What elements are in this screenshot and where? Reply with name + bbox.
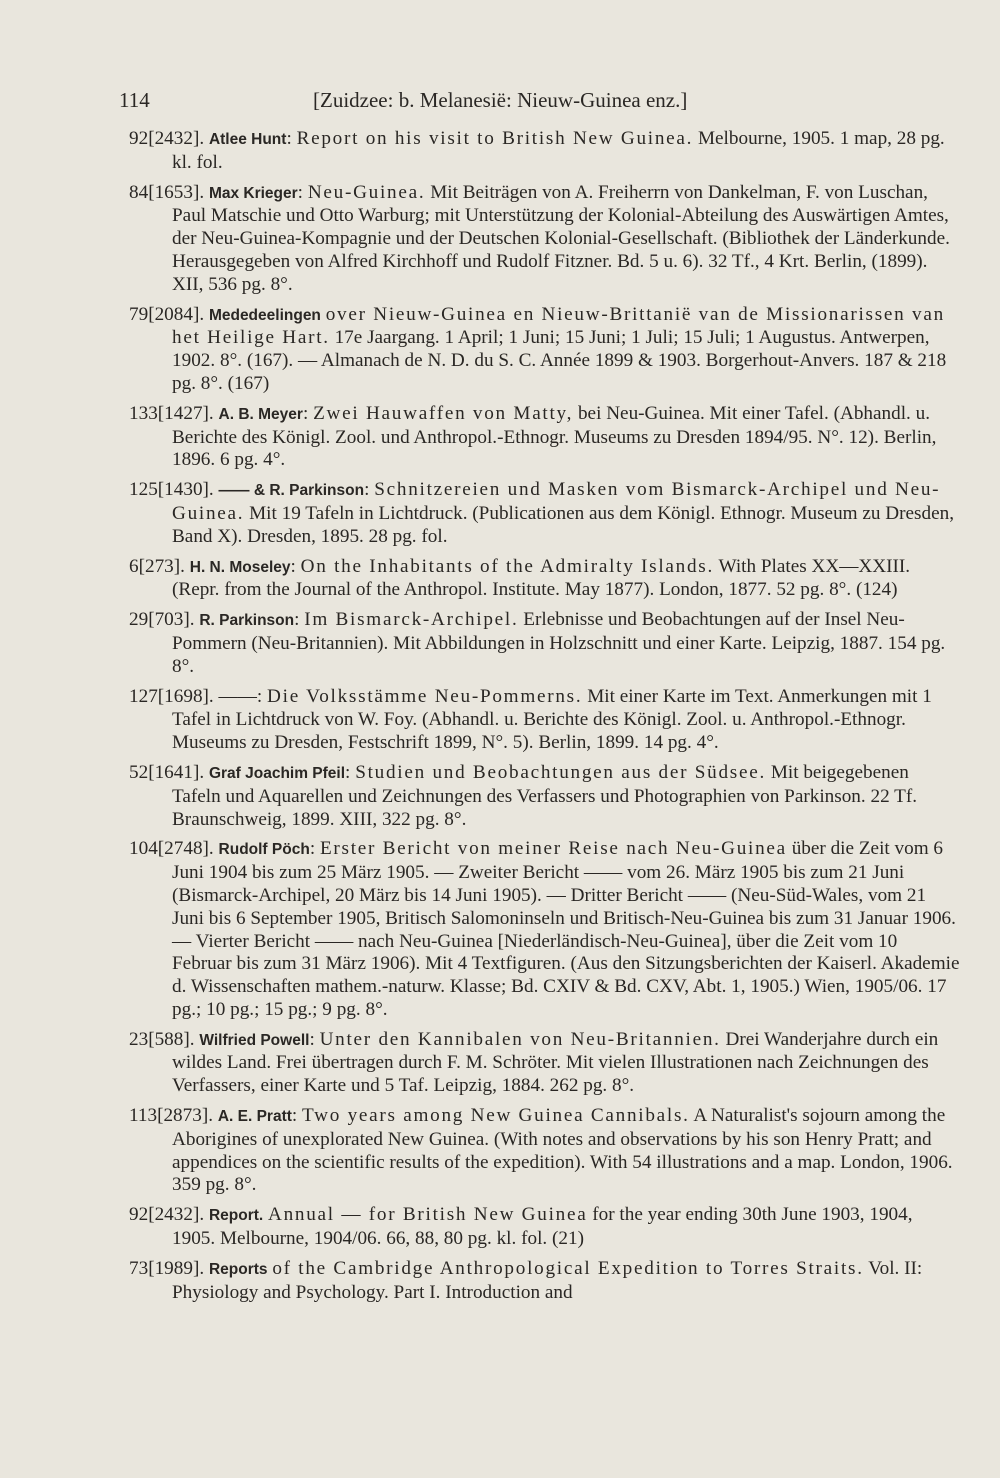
entry-author: —— & R. Parkinson — [218, 482, 365, 500]
entry-title: Im Bismarck-Archipel. — [304, 609, 519, 631]
entry-separator: ——: — [218, 685, 268, 707]
bibliography-entry — [129, 128, 960, 175]
entry-details: Vol. II: Physiology and Psychology. Part I. Introduction and — [172, 1257, 923, 1303]
bibliography-entry — [129, 1029, 960, 1098]
entry-separator: : — [309, 1028, 320, 1050]
entry-separator: : — [286, 128, 297, 149]
entry-title: Schnitzereien und Masken vom Bismarck-Archipel und Neu-Guinea. — [172, 479, 941, 524]
entry-separator: : — [345, 761, 356, 783]
entry-title: Two years among New Guinea Cannibals. — [302, 1105, 690, 1127]
entry-details: Melbourne, 1905. 1 map, 28 pg. kl. fol. — [172, 128, 945, 173]
entry-number: 73[1989]. — [129, 1257, 205, 1279]
entry-title: Zwei Hauwaffen von Matty, — [313, 402, 574, 424]
entry-separator: : — [297, 181, 308, 203]
entry-number: 79[2084]. — [129, 303, 205, 325]
entry-number: 23[588]. — [129, 1028, 195, 1050]
entry-number: 6[273]. — [129, 555, 185, 577]
page-header — [119, 88, 960, 128]
entry-details: for the year ending 30th June 1903, 1904, 1905. Melbourne, 1904/06. 66, 88, 80 pg. kl. fol. (21) — [172, 1204, 913, 1250]
entry-author: Atlee Hunt — [208, 131, 287, 148]
entry-number: 104[2748]. — [129, 838, 214, 860]
bibliography-entry — [129, 1105, 960, 1197]
entry-author: Rudolf Pöch — [218, 841, 310, 859]
bibliography-entry — [129, 1204, 960, 1251]
entry-details: 17e Jaargang. 1 April; 1 Juni; 15 Juni; 1 Juli; 15 Juli; 1 Augustus. Antwerpen, 1902. 8°. (167). — Almanach de N. D. du S. C. Année 1899 & 1903. Borgerhout-Anvers. 187 & 218 pg. 8°. (167) — [172, 327, 947, 394]
bibliography-entry — [129, 838, 960, 1021]
entry-separator: : — [364, 479, 375, 501]
entry-number: 133[1427]. — [129, 402, 214, 424]
entry-details: Mit beigegebenen Tafeln und Aquarellen und Zeichnungen des Verfassers und Photographien von Parkinson. 22 Tf. Braunschweig, 1899. XIII, 322 pg. 8°. — [172, 761, 918, 830]
entry-number: 125[1430]. — [129, 479, 214, 501]
entry-author: Report. — [208, 1207, 264, 1225]
bibliography-entry — [129, 479, 960, 548]
bibliography-entry — [129, 1258, 960, 1305]
entry-details: bei Neu-Guinea. Mit einer Tafel. (Abhandl. u. Berichte des Königl. Zool. und Anthropol.-Ethnogr. Museums zu Dresden 1894/95. N°. 12). Berlin, 1896. 6 pg. 4°. — [172, 402, 937, 471]
entry-number: 113[2873]. — [129, 1105, 214, 1127]
entry-title: Unter den Kannibalen von Neu-Britannien. — [319, 1028, 721, 1050]
entry-details: With Plates XX—XXIII. (Repr. from the Journal of the Anthropol. Institute. May 1877). London, 1877. 52 pg. 8°. (124) — [172, 555, 911, 601]
entry-number: 52[1641]. — [129, 761, 205, 783]
entry-details: Drei Wanderjahre durch ein wildes Land. Frei übertragen durch F. M. Schröter. Mit vielen Illustrationen nach Zeichnungen des Verfassers, einer Karte und 5 Taf. Leipzig, 1884. 262 pg. 8°. — [172, 1028, 939, 1097]
entry-number: 127[1698]. — [129, 685, 214, 707]
entry-number: 92[2432]. — [129, 128, 205, 149]
entry-title: Erster Bericht von meiner Reise nach Neu-Guinea — [319, 838, 787, 860]
entry-details: A Naturalist's sojourn among the Aborigines of unexplorated New Guinea. (With notes and observations by his son Henry Pratt; and appendices on the scientific results of the expedition). With 54 illustrations and a map. London, 1906. 359 pg. 8°. — [172, 1105, 953, 1196]
entry-title: Annual — for British New Guinea — [267, 1204, 588, 1226]
entry-separator: : — [290, 555, 301, 577]
entry-number: 84[1653]. — [129, 181, 205, 203]
bibliography-entry — [129, 686, 960, 755]
entry-separator: : — [291, 1105, 303, 1127]
entry-author: R. Parkinson — [199, 612, 295, 630]
entry-title: Die Volksstämme Neu-Pommerns. — [267, 685, 583, 707]
entry-separator: : — [302, 402, 314, 424]
entry-author: Mededeelingen — [208, 306, 321, 324]
entry-title: Studien und Beobachtungen aus der Südsee. — [355, 761, 767, 783]
entry-details: Mit einer Karte im Text. Anmerkungen mit 1 Tafel in Lichtdruck von W. Foy. (Abhandl. u. Berichte des Königl. Zool. u. Anthropol.-Ethnogr. Museums zu Dresden, Festschrift 1899, N°. 5). Berlin, 1899. 14 pg. 4°. — [172, 685, 932, 754]
bibliography-entry — [129, 304, 960, 396]
bibliography-entry — [129, 762, 960, 831]
bibliography-list — [129, 128, 960, 1304]
entry-title: of the Cambridge Anthropological Expedition to Torres Straits. — [272, 1257, 864, 1279]
entry-title: On the Inhabitants of the Admiralty Islands. — [300, 555, 715, 577]
entry-author: Graf Joachim Pfeil — [208, 764, 346, 782]
entry-author: Reports — [208, 1260, 268, 1278]
entry-number: 92[2432]. — [129, 1204, 205, 1226]
entry-separator: : — [309, 838, 320, 860]
entry-details: Mit 19 Tafeln in Lichtdruck. (Publicationen aus dem Königl. Ethnogr. Museum zu Dresden, Band X). Dresden, 1895. 28 pg. fol. — [172, 502, 955, 547]
entry-author: A. E. Pratt — [217, 1108, 292, 1126]
entry-details: Erlebnisse und Beobachtungen auf der Insel Neu-Pommern (Neu-Britannien). Mit Abbildungen in Holzschnitt und einer Karte. Leipzig, 1887. 154 pg. 8°. — [172, 609, 946, 677]
entry-title: Neu-Guinea. — [307, 181, 426, 203]
entry-details: Mit Beiträgen von A. Freiherrn von Dankelman, F. von Luschan, Paul Matschie und Otto Warburg; mit Unterstützung der Kolonial-Abteilung des Auswärtigen Amtes, der Neu-Guinea-Kompagnie und der Deutschen Kolonial-Gesellschaft. (Bibliothek der Länderkunde. Herausgegeben von Alfred Kirchhoff und Rudolf Fitzner. Bd. 5 u. 6). 32 Tf., 4 Krt. Berlin, (1899). XII, 536 pg. 8°. — [172, 181, 950, 295]
entry-details: über die Zeit vom 6 Juni 1904 bis zum 25 März 1905. — Zweiter Bericht —— vom 26. März 1905 bis zum 21 Juni (Bismarck-Archipel, 20 März bis 14 Juni 1905). — Dritter Bericht —— (Neu-Süd-Wales, vom 21 Juni bis 6 September 1905, Britisch Salomoninseln und Britisch-Neu-Guinea bis zum 31 Januar 1906. — Vierter Bericht —— nach Neu-Guinea [Niederländisch-Neu-Guinea], über die Zeit vom 10 Februar bis zum 31 März 1906). Mit 4 Textfiguren. (Aus den Sitzungsberichten der Kaiserl. Akademie d. Wissenschaften mathem.-naturw. Klasse; Bd. CXIV & Bd. CXV, Abt. 1, 1905.) Wien, 1905/06. 17 pg.; 10 pg.; 15 pg.; 9 pg. 8°. — [172, 838, 960, 1020]
page-number: 114 — [119, 88, 150, 112]
entry-author: Wilfried Powell — [199, 1031, 310, 1049]
bibliography-entry — [129, 182, 960, 297]
entry-title: Report on his visit to British New Guinea. — [296, 128, 694, 149]
entry-author: A. B. Meyer — [218, 405, 303, 423]
entry-number: 29[703]. — [129, 609, 195, 631]
entry-author: H. N. Moseley — [189, 558, 291, 576]
running-head: [Zuidzee: b. Melanesië: Nieuw-Guinea enz.] — [313, 88, 688, 112]
bibliography-entry — [129, 609, 960, 678]
entry-separator: : — [294, 609, 305, 631]
entry-author: Max Krieger — [208, 184, 298, 202]
entry-title: over Nieuw-Guinea en Nieuw-Brittanië van de Missionarissen van het Heilige Hart. — [172, 303, 945, 349]
bibliography-entry — [129, 403, 960, 472]
bibliography-entry — [129, 556, 960, 603]
